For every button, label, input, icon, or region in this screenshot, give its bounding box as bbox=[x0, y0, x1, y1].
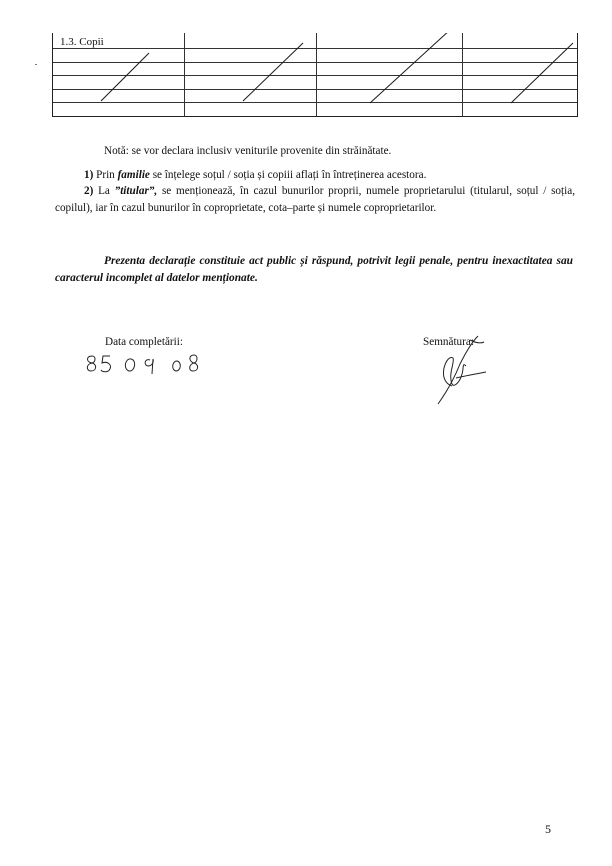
strike-line bbox=[511, 43, 573, 103]
empty-cells-strikethrough bbox=[53, 33, 579, 123]
footnote-1-pre: Prin bbox=[96, 169, 115, 181]
footnote-2-number: 2) bbox=[84, 185, 94, 197]
hand-0 bbox=[173, 361, 181, 371]
strike-line bbox=[370, 33, 451, 103]
section-label-copii: 1.3. Copii bbox=[60, 36, 104, 48]
page-number: 5 bbox=[545, 822, 551, 836]
hand-5 bbox=[101, 356, 110, 372]
footnote-1-term: familie bbox=[117, 169, 150, 181]
signature-stroke bbox=[456, 372, 486, 378]
footnote-2-text: se menționează, în cazul bunurilor proprii, numele proprietarului (titularul, soțul / soția, copilul), iar în cazul bunurilor în coproprietate, cota–parte și numele coproprietarilor. bbox=[55, 185, 576, 214]
handwritten-signature bbox=[426, 332, 496, 407]
footnote-2-pre: La bbox=[98, 185, 110, 197]
strike-line bbox=[243, 43, 303, 101]
footnote-1-text: se înțelege soțul / soția și copiii aflați în întreținerea acestora. bbox=[152, 169, 427, 181]
footnote-1 bbox=[84, 167, 574, 184]
scan-speck bbox=[35, 64, 37, 65]
children-income-table bbox=[52, 33, 578, 117]
hand-8 bbox=[190, 355, 198, 371]
legal-declaration: Prezenta declarație constituie act public și răspund, potrivit legii penale, pentru inexactitatea sau caracterul incomplet al datelor menționate. bbox=[55, 255, 573, 284]
hand-8 bbox=[87, 356, 95, 371]
handwritten-date bbox=[84, 352, 214, 376]
note-foreign-income: Notă: se vor declara inclusiv veniturile provenite din străinătate. bbox=[104, 145, 392, 157]
hand-9 bbox=[145, 359, 153, 374]
hand-0 bbox=[125, 359, 134, 371]
signature-label: Semnătura: bbox=[423, 336, 474, 348]
footnote-2-term: ”titular”, bbox=[114, 185, 158, 197]
signature-stroke bbox=[443, 357, 466, 386]
strike-line bbox=[101, 53, 149, 101]
footnote-2 bbox=[55, 183, 575, 217]
footnote-1-number: 1) bbox=[84, 169, 94, 181]
completion-date-label: Data completării: bbox=[105, 336, 183, 348]
